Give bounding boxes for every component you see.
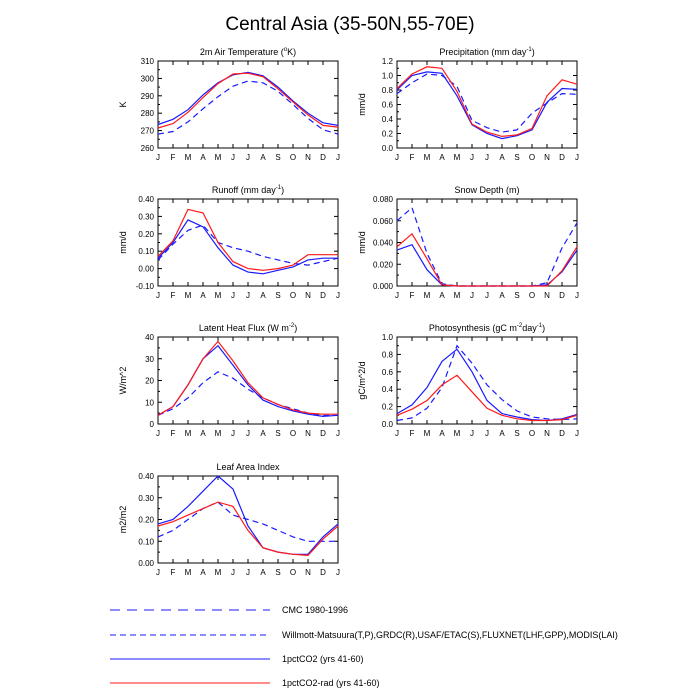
y-tick-label: 0.8 xyxy=(381,350,393,360)
x-tick-label: A xyxy=(200,568,206,577)
x-tick-label: J xyxy=(246,568,250,577)
y-axis-label: W/m^2 xyxy=(118,366,128,395)
y-tick-label: 0.20 xyxy=(138,515,154,525)
y-tick-label: 0 xyxy=(149,420,154,429)
panels xyxy=(118,47,579,577)
panel xyxy=(357,47,579,162)
y-tick-label: 260 xyxy=(140,144,154,153)
series-line xyxy=(397,234,577,286)
series-line xyxy=(158,346,338,417)
series-line xyxy=(397,245,577,286)
series-line xyxy=(397,67,577,137)
x-tick-label: J xyxy=(231,568,235,577)
series-line xyxy=(397,72,577,139)
series-line xyxy=(158,73,338,128)
x-tick-label: J xyxy=(246,291,250,300)
x-tick-label: F xyxy=(409,153,415,162)
plot-frame xyxy=(158,337,338,424)
x-tick-label: A xyxy=(260,291,266,300)
y-tick-label: 0.00 xyxy=(138,559,154,568)
x-tick-label: M xyxy=(184,568,192,577)
panel-title: Runoff (mm day$^{-1}$) xyxy=(211,185,285,195)
x-tick-label: J xyxy=(485,429,489,438)
plot-frame xyxy=(397,199,577,286)
panel-title: Latent Heat Flux (W $m^{-2}$) xyxy=(198,323,298,333)
panel xyxy=(118,185,340,300)
x-tick-label: S xyxy=(275,429,281,438)
y-tick-label: 0.40 xyxy=(138,195,154,204)
x-tick-label: J xyxy=(575,291,579,300)
series-line xyxy=(158,341,338,415)
x-tick-label: J xyxy=(156,291,160,300)
x-tick-label: J xyxy=(231,429,235,438)
y-tick-label: 280 xyxy=(140,109,154,119)
x-tick-label: D xyxy=(559,429,565,438)
y-tick-label: 0.6 xyxy=(381,367,393,377)
y-tick-label: 270 xyxy=(140,126,154,136)
plot-frame xyxy=(158,199,338,286)
panel-title: Photosynthesis (gC $m^{-2}day^{-1}$) xyxy=(428,323,546,333)
y-axis-label: gC/m^2/d xyxy=(357,361,367,400)
y-tick-label: 0.30 xyxy=(138,493,154,503)
x-tick-label: O xyxy=(528,291,536,300)
panel xyxy=(357,185,579,300)
plot-frame xyxy=(397,337,577,424)
x-tick-label: O xyxy=(289,291,297,300)
y-tick-label: 40 xyxy=(145,333,154,342)
y-tick-label: 0.040 xyxy=(372,238,393,248)
x-tick-label: M xyxy=(214,153,222,162)
x-tick-label: J xyxy=(336,291,340,300)
panel xyxy=(118,323,340,438)
series-line xyxy=(158,502,338,555)
x-tick-label: M xyxy=(184,429,192,438)
x-tick-label: F xyxy=(409,291,415,300)
y-axis-label: K xyxy=(118,101,128,108)
x-tick-label: M xyxy=(453,429,461,438)
x-tick-label: J xyxy=(336,153,340,162)
y-tick-label: 0.080 xyxy=(372,195,393,204)
legend-label: 1pctCO2 (yrs 41-60) xyxy=(282,654,364,664)
y-tick-label: 0.6 xyxy=(381,100,393,110)
x-tick-label: J xyxy=(246,153,250,162)
x-tick-label: D xyxy=(559,291,565,300)
x-tick-label: D xyxy=(559,153,565,162)
x-tick-label: J xyxy=(156,429,160,438)
x-tick-label: O xyxy=(289,153,297,162)
x-tick-label: J xyxy=(156,153,160,162)
x-tick-label: M xyxy=(184,153,192,162)
x-tick-label: J xyxy=(336,429,340,438)
x-tick-label: A xyxy=(200,291,206,300)
series-line xyxy=(158,209,338,270)
x-tick-label: D xyxy=(320,429,326,438)
y-axis-label: m2/m2 xyxy=(118,505,128,534)
panel-title: Precipitation (mm day$^{-1}$) xyxy=(439,47,535,57)
series-line xyxy=(397,74,577,132)
x-tick-label: A xyxy=(260,153,266,162)
x-tick-label: A xyxy=(260,568,266,577)
x-tick-label: A xyxy=(499,153,505,162)
y-tick-label: 0.30 xyxy=(138,212,154,222)
legend xyxy=(110,605,618,688)
x-tick-label: A xyxy=(499,291,505,300)
y-tick-label: 0.2 xyxy=(381,402,393,412)
x-tick-label: F xyxy=(170,153,176,162)
x-tick-label: A xyxy=(499,429,505,438)
y-tick-label: 0.4 xyxy=(381,115,393,124)
x-tick-label: J xyxy=(485,291,489,300)
legend-label: CMC 1980-1996 xyxy=(282,605,349,615)
x-tick-label: F xyxy=(409,429,415,438)
x-tick-label: J xyxy=(485,153,489,162)
plot-frame xyxy=(397,61,577,148)
x-tick-label: J xyxy=(156,568,160,577)
y-tick-label: 300 xyxy=(140,74,154,84)
x-tick-label: D xyxy=(320,568,326,577)
x-tick-label: M xyxy=(423,429,431,438)
series-line xyxy=(158,220,338,274)
panel xyxy=(357,323,579,438)
x-tick-label: M xyxy=(453,153,461,162)
panel-title: Leaf Area Index xyxy=(216,462,280,472)
x-tick-label: J xyxy=(395,153,399,162)
x-tick-label: M xyxy=(453,291,461,300)
x-tick-label: S xyxy=(275,568,281,577)
x-tick-label: N xyxy=(305,568,311,577)
x-tick-label: A xyxy=(200,153,206,162)
x-tick-label: M xyxy=(184,291,192,300)
x-tick-label: O xyxy=(289,429,297,438)
x-tick-label: N xyxy=(544,291,550,300)
y-tick-label: 1.2 xyxy=(381,57,393,66)
x-tick-label: N xyxy=(305,429,311,438)
x-tick-label: O xyxy=(528,429,536,438)
figure-title: Central Asia (35-50N,55-70E) xyxy=(225,14,475,35)
legend-item xyxy=(110,630,618,640)
x-tick-label: S xyxy=(275,291,281,300)
x-tick-label: A xyxy=(260,429,266,438)
x-tick-label: J xyxy=(231,153,235,162)
x-tick-label: N xyxy=(544,429,550,438)
x-tick-label: D xyxy=(320,153,326,162)
x-tick-label: S xyxy=(514,429,520,438)
x-tick-label: J xyxy=(575,429,579,438)
series-line xyxy=(397,208,577,286)
y-tick-label: 0.000 xyxy=(372,282,393,291)
x-tick-label: J xyxy=(575,153,579,162)
y-tick-label: 20 xyxy=(145,376,154,386)
panel-title: Snow Depth (m) xyxy=(454,185,520,195)
legend-item xyxy=(110,654,364,664)
y-tick-label: 0.020 xyxy=(372,260,393,270)
legend-label: Willmott-Matsuura(T,P),GRDC(R),USAF/ETAC(S),FLUXNET(LHF,GPP),MODIS(LAI) xyxy=(282,630,618,640)
x-tick-label: J xyxy=(246,429,250,438)
x-tick-label: A xyxy=(439,153,445,162)
y-tick-label: 0.0 xyxy=(381,420,393,429)
series-line xyxy=(158,372,338,416)
y-tick-label: 30 xyxy=(145,354,154,364)
y-tick-label: 0.060 xyxy=(372,216,393,226)
series-line xyxy=(158,502,338,541)
y-tick-label: 0.00 xyxy=(138,264,154,274)
x-tick-label: J xyxy=(470,153,474,162)
x-tick-label: F xyxy=(170,291,176,300)
x-tick-label: J xyxy=(231,291,235,300)
panel-title: 2m Air Temperature ($^o$K) xyxy=(199,47,297,57)
series-line xyxy=(397,346,577,421)
y-tick-label: 1.0 xyxy=(381,71,393,81)
x-tick-label: J xyxy=(470,291,474,300)
y-tick-label: 290 xyxy=(140,91,154,101)
plot-frame xyxy=(158,61,338,148)
y-tick-label: 10 xyxy=(145,398,154,408)
x-tick-label: A xyxy=(200,429,206,438)
legend-label: 1pctCO2-rad (yrs 41-60) xyxy=(282,678,380,688)
y-tick-label: 0.0 xyxy=(381,144,393,153)
y-tick-label: 0.2 xyxy=(381,129,393,139)
x-tick-label: A xyxy=(439,291,445,300)
x-tick-label: S xyxy=(275,153,281,162)
x-tick-label: J xyxy=(336,568,340,577)
legend-item xyxy=(110,605,348,615)
x-tick-label: N xyxy=(305,291,311,300)
y-tick-label: 0.8 xyxy=(381,86,393,95)
x-tick-label: F xyxy=(170,568,176,577)
x-tick-label: F xyxy=(170,429,176,438)
legend-item xyxy=(110,678,380,688)
x-tick-label: M xyxy=(214,291,222,300)
y-axis-label: mm/d xyxy=(357,231,367,254)
panel xyxy=(118,462,340,577)
series-line xyxy=(158,81,338,134)
x-tick-label: O xyxy=(528,153,536,162)
y-tick-label: 0.40 xyxy=(138,472,154,481)
x-tick-label: S xyxy=(514,291,520,300)
y-tick-label: 1.0 xyxy=(381,333,393,342)
y-tick-label: 0.10 xyxy=(138,247,154,257)
x-tick-label: D xyxy=(320,291,326,300)
x-tick-label: J xyxy=(395,291,399,300)
x-tick-label: M xyxy=(423,291,431,300)
x-tick-label: M xyxy=(214,568,222,577)
series-line xyxy=(158,476,338,554)
y-axis-label: mm/d xyxy=(118,231,128,254)
x-tick-label: M xyxy=(423,153,431,162)
x-tick-label: S xyxy=(514,153,520,162)
x-tick-label: M xyxy=(214,429,222,438)
y-tick-label: -0.10 xyxy=(135,282,154,291)
x-tick-label: J xyxy=(395,429,399,438)
y-tick-label: 310 xyxy=(140,57,154,66)
y-tick-label: 0.4 xyxy=(381,385,393,395)
y-tick-label: 0.20 xyxy=(138,229,154,239)
x-tick-label: N xyxy=(544,153,550,162)
x-tick-label: O xyxy=(289,568,297,577)
x-tick-label: J xyxy=(470,429,474,438)
panel xyxy=(118,47,340,162)
y-tick-label: 0.10 xyxy=(138,537,154,547)
series-line xyxy=(397,375,577,420)
x-tick-label: A xyxy=(439,429,445,438)
x-tick-label: N xyxy=(305,153,311,162)
y-axis-label: mm/d xyxy=(357,93,367,116)
